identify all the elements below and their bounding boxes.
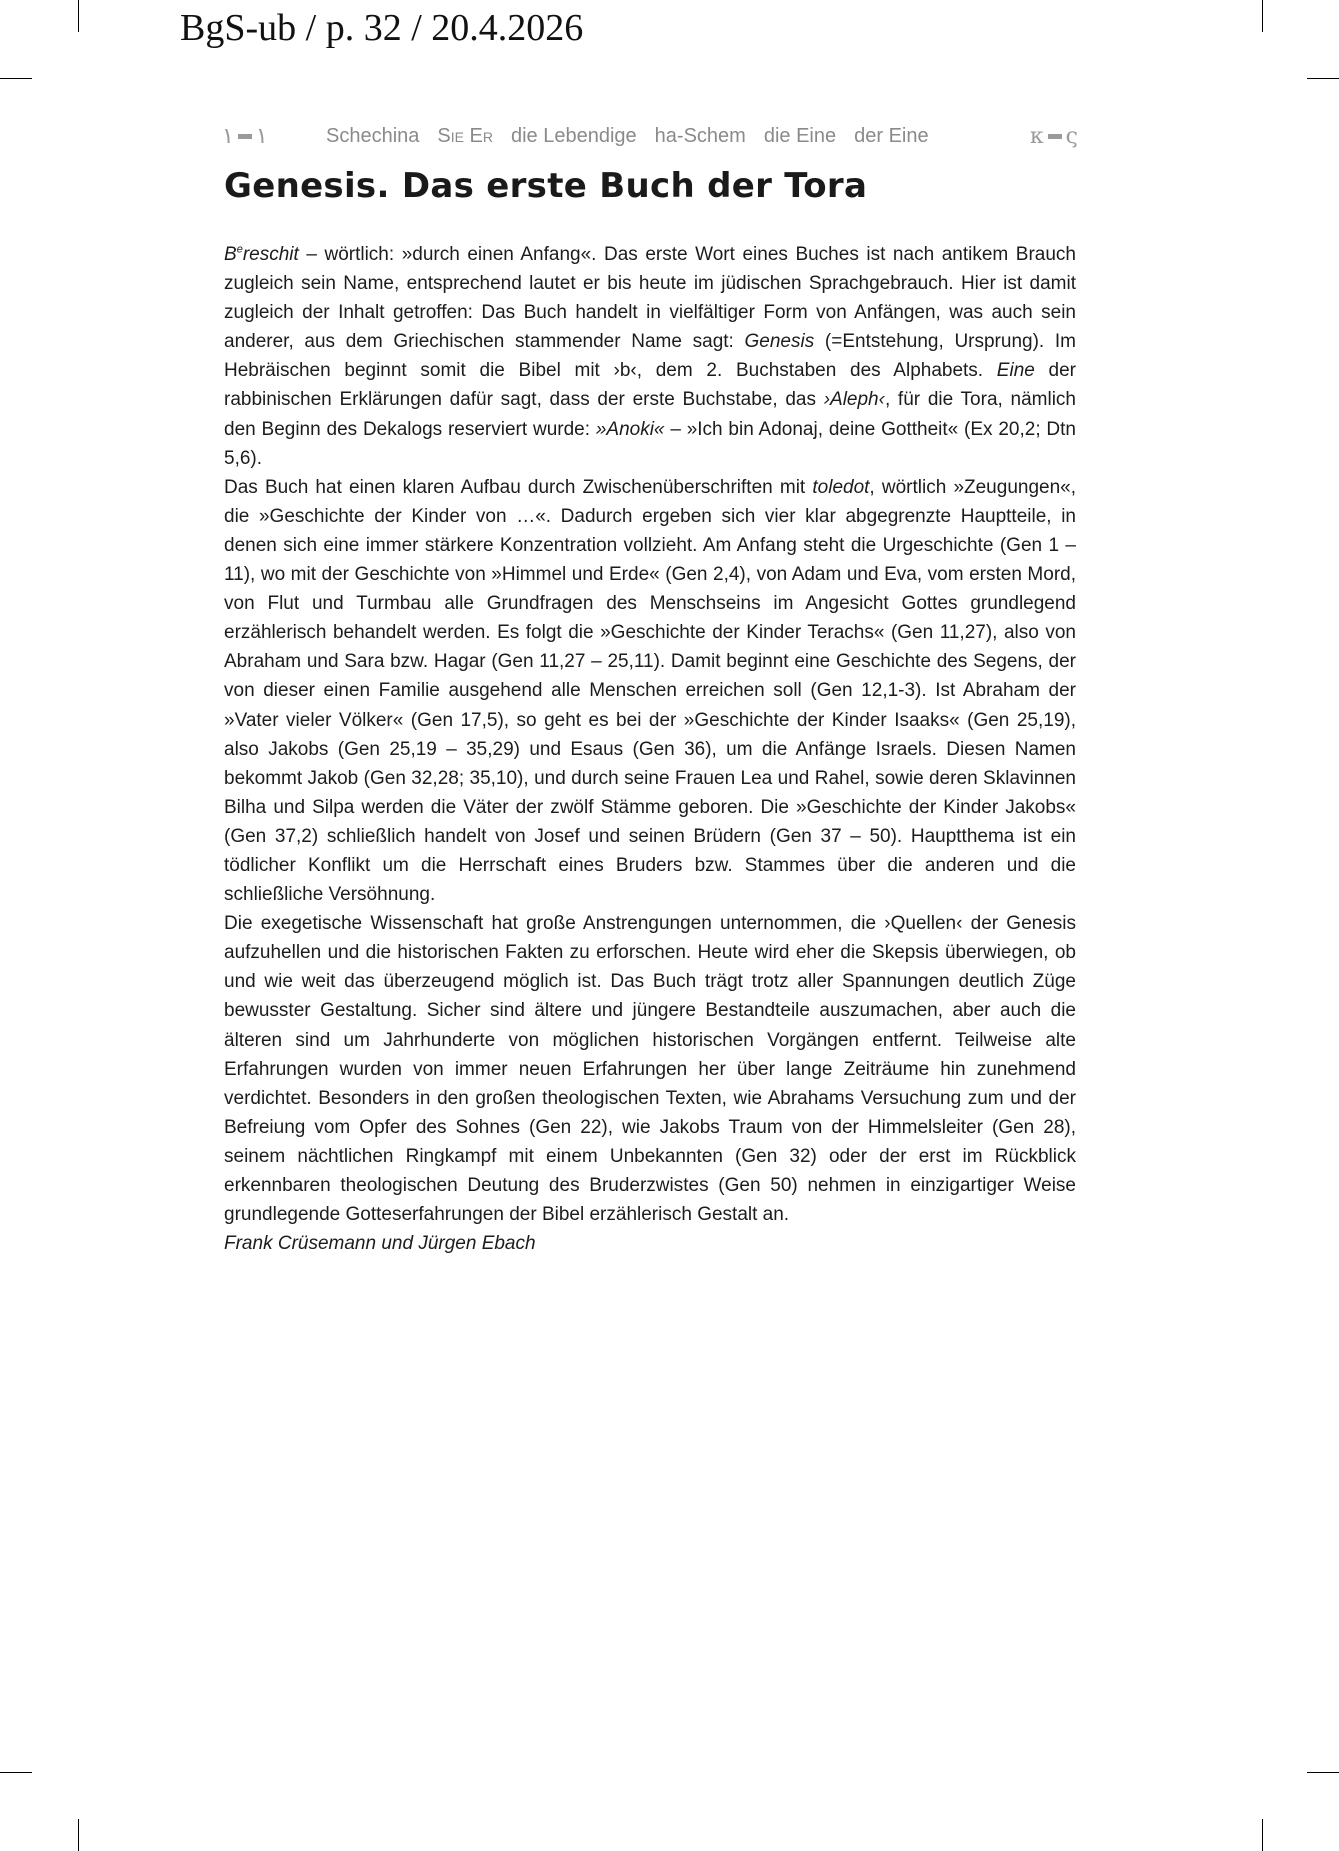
running-head-name: die Eine — [763, 124, 837, 147]
crop-mark-top-left — [78, 0, 79, 32]
author-signature: Frank Crüsemann und Jürgen Ebach — [224, 1233, 536, 1255]
text-run: – »Ich bin Adonaj, deine Gottheit« (Ex 20,2; Dtn 5,6). — [224, 418, 1077, 469]
crop-mark-bottom-left — [78, 1819, 79, 1851]
running-head-name: Schechina — [326, 124, 420, 147]
dash-glyph — [238, 134, 252, 139]
crop-mark-top-right — [1262, 0, 1263, 32]
hebrew-glyph-left: ١ — [222, 123, 234, 149]
crop-mark-bottom-right — [1262, 1819, 1263, 1851]
crop-mark-left-bottom — [0, 1772, 32, 1773]
crop-mark-right-top — [1307, 78, 1339, 79]
crop-mark-left-top — [0, 78, 32, 79]
running-head-left-mark — [222, 124, 326, 149]
crop-mark-right-bottom — [1307, 1772, 1339, 1773]
text-run: – wörtlich: »durch einen Anfang«. Das erste Wort eines Buches ist nach antikem Brauch zugleich sein Name, entsprechend lautet er bis heute im jüdischen Sprachgebrauch. Hier ist damit zugleich der Inhalt getroffen: Das Buch handelt in vielfältiger Form von Anfängen, was auch sein anderer, aus dem Griechischen stammender Name sagt: — [224, 244, 1076, 353]
dash-glyph — [1048, 134, 1062, 139]
term-part: reschit — [242, 244, 299, 265]
page-title: Genesis. Das erste Buch der Tora — [224, 166, 868, 206]
paragraph-3: Die exegetische Wissenschaft hat große Anstrengungen unternommen, die ›Quellen‹ der Genesis aufzuhellen und die historischen Fakten zu erforschen. Heute wird eher die Skepsis überwiegen, ob und wie weit das überzeugend möglich ist. Das Buch trägt trotz aller Spannungen deutlich Züge bewusster Gestaltung. Sicher sind ältere und jüngere Bestandteile auszumachen, aber auch die älteren sind um Jahrhunderte von möglichen historischen Vorgängen entfernt. Teilweise alte Erfahrungen wurden von immer neuen Erfahrungen her über lange Zeiträume hin zunehmend verdichtet. Besonders in den großen theologischen Texten, wie Abrahams Versuchung zum und der Befreiung vom Opfer des Sohnes (Gen 22), wie Jakobs Traum von der Himmelsleiter (Gen 28), seinem nächtlichen Ringkampf mit einem Unbekannten (Gen 32) oder der erst im Rückblick erkennbaren theologischen Deutung des Bruderzwistes (Gen 50) nehmen in einzigartiger Weise grundlegende Gotteserfahrungen der Bibel erzählerisch Gestalt an. — [224, 913, 1076, 1226]
running-head-names — [326, 125, 1030, 148]
text-run: der rabbinischen Erklärungen dafür sagt, dass der erste Buchstabe, das — [224, 360, 1076, 411]
text-run: , für die Tora, nämlich den Beginn des Dekalogs reserviert wurde: — [224, 389, 1076, 440]
text-run: , wörtlich »Zeugungen«, die »Geschichte der Kinder von …«. Dadurch ergeben sich vier klar abgegrenzte Hauptteile, in denen sich eine immer stärkere Konzentration vollzieht. Am Anfang steht die Urgeschichte (Gen 1 – 11), wo mit der Geschichte von »Himmel und Erde« (Gen 2,4), von Adam und Eva, vom ersten Mord, von Flut und Turmbau alle Grundfragen des Menschseins im Angesicht Gottes grundlegend erzählerisch behandelt werden. Es folgt die »Geschichte der Kinder Terachs« (Gen 11,27), also von Abraham und Sara bzw. Hagar (Gen 11,27 – 25,11). Damit beginnt eine Geschichte des Segens, der von dieser einen Familie ausgehend alle Menschen erreichen soll (Gen 12,1-3). Ist Abraham der »Vater vieler Völker« (Gen 17,5), so geht es bei der »Geschichte der Kinder Isaaks« (Gen 25,19), also Jakobs (Gen 25,19 – 35,29) und Esaus (Gen 36), um die Anfänge Israels. Diesen Namen bekommt Jakob (Gen 32,28; 35,10), und durch seine Frauen Lea und Rahel, sowie deren Sklavinnen Bilha und Silpa werden die Väter der zwölf Stämme geboren. Die »Geschichte der Kinder Jakobs« (Gen 37,2) schließlich handelt von Josef und seinen Brüdern (Gen 37 – 50). Hauptthema ist ein tödlicher Konflikt um die Herrschaft eines Bruders bzw. Stammes über die anderen und die schließliche Versöhnung. — [224, 476, 1076, 906]
paragraph-2 — [224, 473, 1076, 909]
running-head-name: Sie Er — [437, 124, 493, 147]
running-head-right-mark — [1030, 124, 1078, 149]
term-anoki: »Anoki« — [595, 418, 665, 440]
term-aleph: ›Aleph‹ — [823, 389, 885, 411]
print-slug: BgS-ub / p. 32 / 20.4.2026 — [180, 7, 584, 49]
running-head — [222, 118, 1078, 154]
paragraph-1 — [224, 240, 1076, 473]
term-superscript: e — [236, 243, 243, 256]
term-eine: Eine — [996, 360, 1035, 382]
greek-glyph-kappa: κ — [1029, 123, 1044, 149]
term-genesis: Genesis — [744, 331, 815, 353]
greek-glyph-sigma: ς — [1065, 123, 1078, 149]
term-bereschit — [224, 244, 299, 265]
hebrew-glyph-right: ١ — [255, 123, 268, 149]
running-head-name: die Lebendige — [510, 124, 637, 147]
text-run: (=Entstehung, Ursprung). Im Hebräischen beginnt somit die Bibel mit ›b‹, dem 2. Buchstaben des Alphabets. — [224, 331, 1076, 382]
term-toledot: toledot — [812, 476, 870, 498]
article-body — [224, 240, 1076, 1258]
running-head-name: der Eine — [854, 124, 929, 147]
running-head-name: ha-Schem — [654, 124, 746, 147]
text-run: Das Buch hat einen klaren Aufbau durch Zwischenüberschriften mit — [224, 476, 813, 498]
term-part: B — [224, 244, 237, 265]
